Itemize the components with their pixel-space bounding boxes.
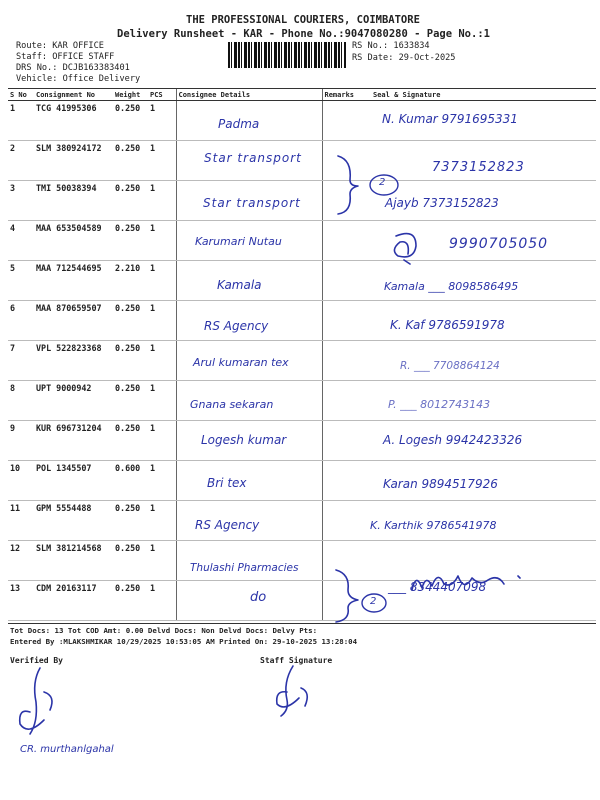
hw-seal-3: Ajayb 7373152823: [385, 196, 499, 210]
cell-weight: 0.250: [113, 101, 148, 141]
cell-weight: 2.210: [113, 261, 148, 301]
verified-by-label: Verified By: [10, 656, 63, 665]
staff-signature-label: Staff Signature: [260, 656, 333, 665]
hw-consignee-5: Kamala: [217, 278, 262, 292]
footer-totals: Tot Docs: 13 Tot COD Amt: 0.00 Delvd Docs: Non Delvd Docs: Delvy Pts:: [10, 626, 318, 635]
cell-weight: 0.250: [113, 581, 148, 621]
cell-sno: 4: [8, 221, 34, 261]
cell-consignment-no: GPM 5554488: [34, 501, 113, 541]
hw-consignee-13: do: [250, 590, 267, 605]
cell-weight: 0.250: [113, 421, 148, 461]
hw-seal-7: R. ___ 7708864124: [400, 360, 500, 372]
cell-pcs: 1: [148, 341, 176, 381]
drs-number: DRS No.: DCJB163383401: [16, 63, 130, 73]
seal-4-signature: [386, 226, 426, 266]
vehicle-label: Vehicle: Office Delivery: [16, 74, 141, 84]
cell-consignment-no: SLM 380924172: [34, 141, 113, 181]
cell-remarks: [322, 501, 371, 541]
hw-consignee-1: Padma: [218, 117, 260, 131]
cell-consignment-no: SLM 381214568: [34, 541, 113, 581]
hw-seal-11: K. Karthik 9786541978: [370, 519, 497, 532]
hw-consignee-4: Karumari Nutau: [195, 235, 282, 248]
cell-pcs: 1: [148, 581, 176, 621]
hw-seal-1: N. Kumar 9791695331: [382, 112, 518, 126]
cell-consignee: [176, 581, 322, 621]
table-row: [8, 341, 596, 381]
cell-remarks: [322, 341, 371, 381]
cell-pcs: 1: [148, 261, 176, 301]
verifier-note: CR. murthanlgahal: [20, 744, 114, 755]
cell-consignment-no: TCG 41995306: [34, 101, 113, 141]
cell-weight: 0.250: [113, 381, 148, 421]
hw-seal-5: Kamala ___ 8098586495: [384, 280, 519, 293]
hw-seal-10: Karan 9894517926: [383, 477, 498, 491]
cell-sno: 11: [8, 501, 34, 541]
hw-seal-9: A. Logesh 9942423326: [383, 433, 523, 447]
cell-remarks: [322, 101, 371, 141]
cell-sno: 10: [8, 461, 34, 501]
hw-consignee-12: Thulashi Pharmacies: [190, 562, 299, 574]
footer-divider: [8, 623, 596, 624]
col-consignee: Consignee Details: [176, 89, 322, 101]
verified-by-signature: [10, 662, 70, 752]
cell-consignment-no: MAA 870659507: [34, 301, 113, 341]
hw-seal-2: 7373152823: [432, 160, 525, 175]
cell-pcs: 1: [148, 421, 176, 461]
staff-signature: [265, 662, 325, 722]
cell-pcs: 1: [148, 461, 176, 501]
col-pcs: PCS: [148, 89, 176, 101]
seal-12-signature: [408, 566, 558, 596]
table-row: [8, 181, 596, 221]
cell-consignment-no: MAA 712544695: [34, 261, 113, 301]
table-row: [8, 461, 596, 501]
cell-sno: 8: [8, 381, 34, 421]
cell-consignment-no: UPT 9000942: [34, 381, 113, 421]
table-row: [8, 501, 596, 541]
cell-consignment-no: POL 1345507: [34, 461, 113, 501]
hw-consignee-9: Logesh kumar: [201, 433, 287, 447]
rs-number: RS No.: 1633834: [352, 41, 430, 51]
cell-weight: 0.250: [113, 181, 148, 221]
col-sno: S No: [8, 89, 34, 101]
cell-sno: 7: [8, 341, 34, 381]
cell-sno: 3: [8, 181, 34, 221]
hw-seal-8: P. ___ 8012743143: [388, 398, 491, 411]
cell-pcs: 1: [148, 501, 176, 541]
cell-weight: 0.250: [113, 301, 148, 341]
runsheet-title: Delivery Runsheet - KAR - Phone No.:9047080280 - Page No.:1: [117, 28, 490, 40]
cell-sno: 5: [8, 261, 34, 301]
cell-consignment-no: VPL 522823368: [34, 341, 113, 381]
cell-consignment-no: TMI 50038394: [34, 181, 113, 221]
col-remarks: Remarks: [322, 89, 371, 101]
cell-weight: 0.250: [113, 501, 148, 541]
cell-pcs: 1: [148, 141, 176, 181]
cell-sno: 2: [8, 141, 34, 181]
hw-consignee-10: Bri tex: [207, 476, 247, 490]
rs-date: RS Date: 29-Oct-2025: [352, 53, 456, 63]
cell-pcs: 1: [148, 381, 176, 421]
hw-consignee-11: RS Agency: [195, 518, 260, 532]
cell-consignee: [176, 541, 322, 581]
cell-consignment-no: CDM 20163117: [34, 581, 113, 621]
group-mark-2: 2: [370, 596, 377, 607]
cell-sno: 1: [8, 101, 34, 141]
cell-remarks: [322, 421, 371, 461]
cell-remarks: [322, 221, 371, 261]
cell-pcs: 1: [148, 541, 176, 581]
cell-pcs: 1: [148, 221, 176, 261]
table-row: [8, 301, 596, 341]
hw-seal-6: K. Kaf 9786591978: [390, 318, 505, 332]
cell-remarks: [322, 381, 371, 421]
cell-weight: 0.600: [113, 461, 148, 501]
col-consignment: Consignment No: [34, 89, 113, 101]
cell-pcs: 1: [148, 181, 176, 221]
hw-consignee-2: Star transport: [204, 151, 302, 165]
cell-sno: 9: [8, 421, 34, 461]
cell-sno: 6: [8, 301, 34, 341]
hw-consignee-7: Arul kumaran tex: [193, 356, 289, 369]
cell-weight: 0.250: [113, 541, 148, 581]
table-row: [8, 381, 596, 421]
company-title: THE PROFESSIONAL COURIERS, COIMBATORE: [186, 14, 420, 26]
footer-entered-by: Entered By :MLAKSHMIKAR 10/29/2025 10:53:05 AM Printed On: 29-10-2025 13:28:04: [10, 637, 358, 646]
cell-sno: 12: [8, 541, 34, 581]
staff-label: Staff: OFFICE STAFF: [16, 52, 115, 62]
col-seal: Seal & Signature: [371, 89, 596, 101]
cell-remarks: [322, 261, 371, 301]
cell-weight: 0.250: [113, 221, 148, 261]
table-header-row: [8, 89, 596, 101]
barcode: [228, 42, 346, 68]
hw-seal-13: ___ 8344407098: [388, 580, 487, 594]
hw-seal-4: 9990705050: [449, 236, 549, 252]
hw-consignee-8: Gnana sekaran: [190, 398, 274, 411]
hw-consignee-6: RS Agency: [204, 319, 269, 333]
cell-consignment-no: KUR 696731204: [34, 421, 113, 461]
cell-remarks: [322, 301, 371, 341]
group-mark-1: 2: [379, 177, 386, 188]
cell-pcs: 1: [148, 101, 176, 141]
cell-weight: 0.250: [113, 341, 148, 381]
cell-consignment-no: MAA 653504589: [34, 221, 113, 261]
cell-weight: 0.250: [113, 141, 148, 181]
cell-consignee: [176, 461, 322, 501]
hw-consignee-3: Star transport: [203, 196, 301, 210]
route-label: Route: KAR OFFICE: [16, 41, 104, 51]
cell-pcs: 1: [148, 301, 176, 341]
cell-sno: 13: [8, 581, 34, 621]
col-weight: Weight: [113, 89, 148, 101]
cell-remarks: [322, 461, 371, 501]
